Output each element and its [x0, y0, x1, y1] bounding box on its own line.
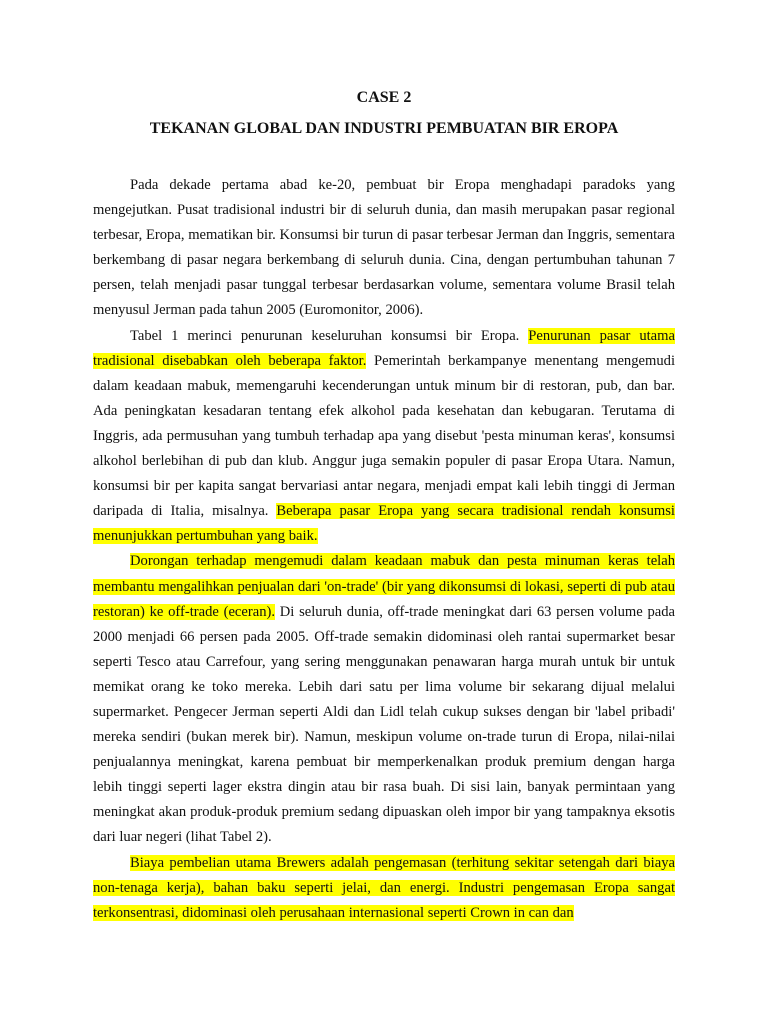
paragraph-2 [93, 324, 675, 550]
highlighted-text: Dorongan terhadap mengemudi dalam keadaan mabuk dan pesta minuman keras telah membantu mengalihkan penjualan dari 'on-trade' (bir yang dikonsumsi di lokasi, seperti di pub atau restoran) ke off-trade (eceran). [93, 553, 675, 620]
highlighted-text: Beberapa pasar Eropa yang secara tradisional rendah konsumsi menunjukkan pertumbuhan yang baik. [93, 503, 675, 545]
paragraph-1 [93, 173, 675, 324]
highlighted-text: Biaya pembelian utama Brewers adalah pengemasan (terhitung sekitar setengah dari biaya non-tenaga kerja), bahan baku seperti jelai, dan energi. Industri pengemasan Eropa sangat terkonsentrasi, didominasi oleh perusahaan internasional seperti Crown in can dan [93, 854, 675, 921]
text-segment: Pada dekade pertama abad ke-20, pembuat bir Eropa menghadapi paradoks yang mengejutkan. Pusat tradisional industri bir di seluruh dunia, dan masih merupakan pasar regional terbesar, Eropa, mematikan bir. Konsumsi bir turun di pasar terbesar Jerman dan Inggris, sementara berkembang di pasar negara berkembang di seluruh dunia. Cina, dengan pertumbuhan tahunan 7 persen, telah menjadi pasar tunggal terbesar berdasarkan volume, sementara volume Brasil telah menyusul Jerman pada tahun 2005 (Euromonitor, 2006). [93, 177, 675, 319]
text-segment: Tabel 1 merinci penurunan keseluruhan konsumsi bir Eropa. [130, 327, 529, 344]
text-segment: Di seluruh dunia, off-trade meningkat dari 63 persen volume pada 2000 menjadi 66 persen pada 2005. Off-trade semakin didominasi oleh rantai supermarket besar seperti Tesco atau Carrefour, yang sering menggunakan penawaran harga murah untuk bir untuk memikat orang ke toko mereka. Lebih dari satu per lima volume bir sekarang dijual melalui supermarket. Pengecer Jerman seperti Aldi dan Lidl telah cukup sukses dengan bir 'label pribadi' mereka sendiri (bukan merek bir). Namun, meskipun volume on-trade turun di Eropa, nilai-nilai penjualannya meningkat, karena pembuat bir memperkenalkan produk premium dengan harga lebih tinggi seperti lager ekstra dingin atau bir rasa buah. Di sisi lain, banyak permintaan yang meningkat akan produk-produk premium sedang dipuaskan oleh impor bir yang tampaknya eksotis dari luar negeri (lihat Tabel 2). [93, 603, 675, 846]
case-label: CASE 2 [356, 89, 412, 106]
document-title: TEKANAN GLOBAL DAN INDUSTRI PEMBUATAN BIR EROPA [149, 120, 619, 137]
body-text [93, 173, 675, 926]
paragraph-3 [93, 549, 675, 850]
paragraph-4 [93, 851, 675, 926]
highlighted-text: Penurunan pasar utama tradisional disebabkan oleh beberapa faktor. [93, 327, 675, 369]
text-segment: Pemerintah berkampanye menentang mengemudi dalam keadaan mabuk, memengaruhi kecenderungan untuk minum bir di restoran, pub, dan bar. Ada peningkatan kesadaran tentang efek alkohol pada kesehatan dan kebugaran. Terutama di Inggris, ada permusuhan yang tumbuh terhadap apa yang disebut 'pesta minuman keras', konsumsi alkohol berlebihan di pub dan klub. Anggur juga semakin populer di pasar Eropa Utara. Namun, konsumsi bir per kapita sangat bervariasi antar negara, menjadi empat kali lebih tinggi di Jerman daripada di Italia, misalnya. [93, 352, 676, 520]
